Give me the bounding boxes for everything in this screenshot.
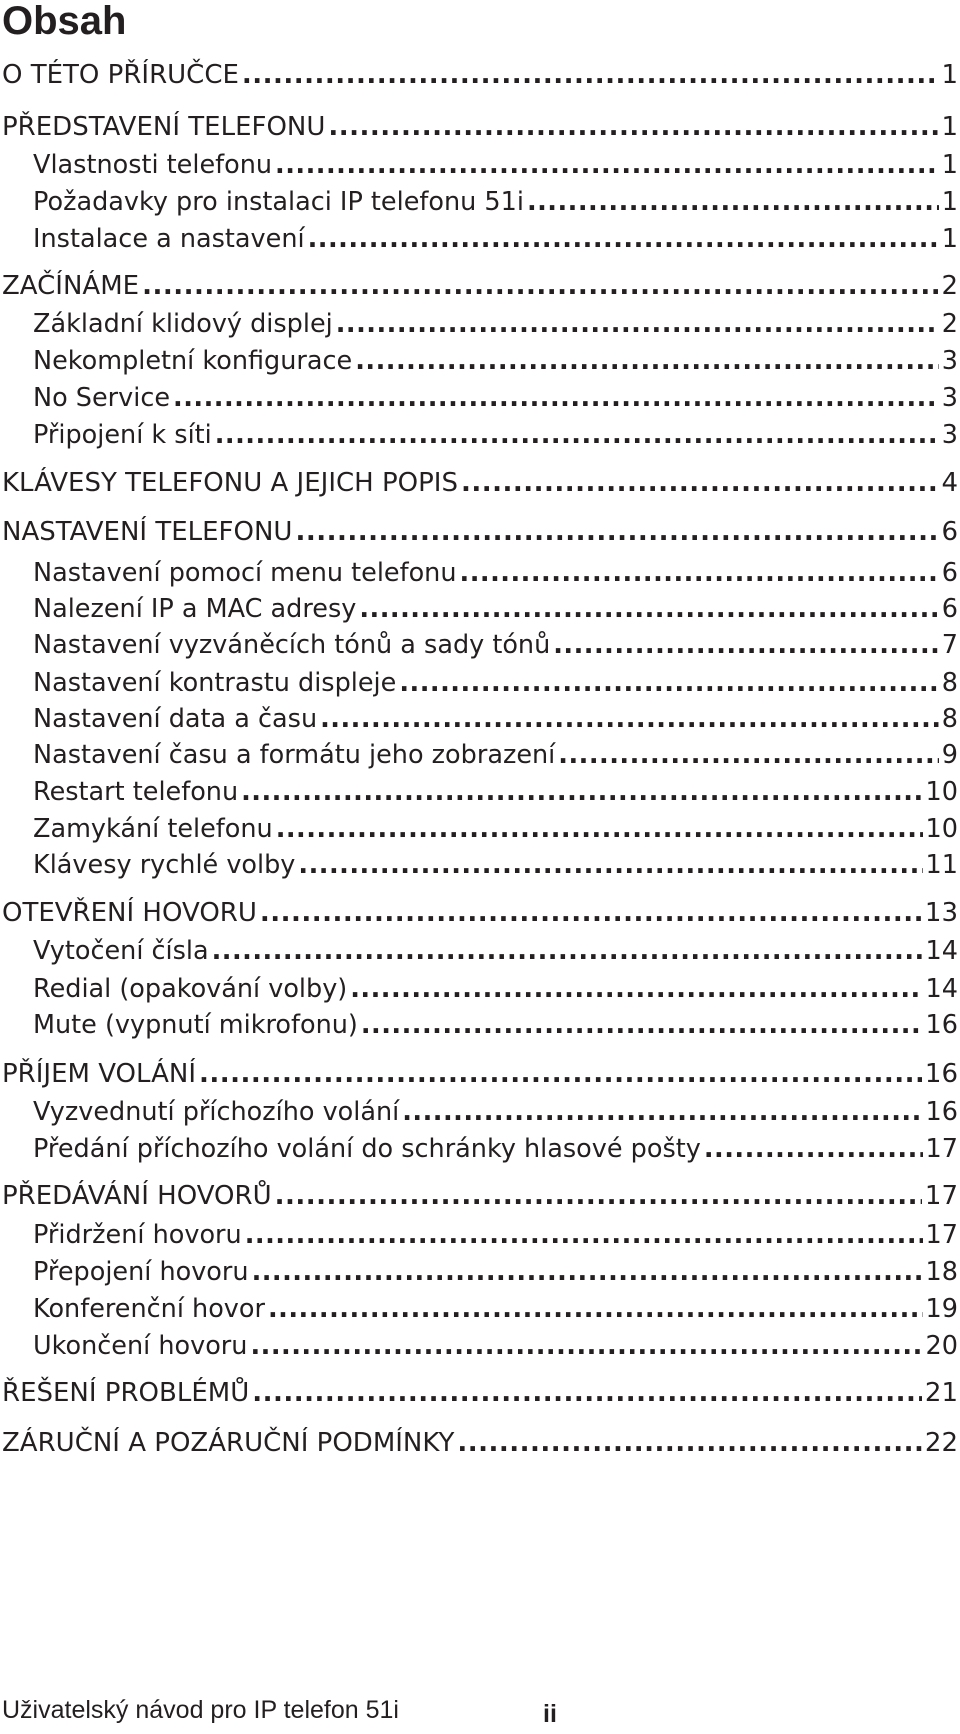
toc-dot-leader <box>260 895 922 931</box>
toc-subentry[interactable] <box>33 701 958 737</box>
toc-dot-leader <box>250 1328 922 1364</box>
toc-entry-label: Instalace a nastavení <box>33 224 305 254</box>
toc-subentry[interactable] <box>33 1007 958 1043</box>
toc-dot-leader <box>252 1254 923 1290</box>
toc-entry-label: Přidržení hovoru <box>33 1220 242 1250</box>
toc-entry-page-number: 10 <box>925 777 958 807</box>
page-title: Obsah <box>2 0 127 43</box>
toc-entry-page-number: 2 <box>941 271 958 301</box>
toc-entry-label: O TÉTO PŘÍRUČCE <box>2 60 239 90</box>
toc-entry-label: Zamykání telefonu <box>33 814 273 844</box>
toc-entry-page-number: 9 <box>941 740 958 770</box>
toc-entry-page-number: 8 <box>941 704 958 734</box>
toc-entry-label: Předání příchozího volání do schránky hlasové pošty <box>33 1134 701 1164</box>
toc-dot-leader <box>276 811 923 847</box>
toc-dot-leader <box>173 380 939 416</box>
toc-chapter-entry[interactable] <box>2 57 958 93</box>
toc-entry-page-number: 17 <box>924 1181 958 1211</box>
toc-subentry[interactable] <box>33 774 958 810</box>
toc-subentry[interactable] <box>33 737 958 773</box>
toc-entry-label: Nastavení pomocí menu telefonu <box>33 558 457 588</box>
toc-subentry[interactable] <box>33 343 958 379</box>
toc-entry-page-number: 6 <box>941 558 958 588</box>
toc-entry-page-number: 14 <box>925 936 958 966</box>
toc-subentry[interactable] <box>33 1131 958 1167</box>
toc-entry-label: Konferenční hovor <box>33 1294 265 1324</box>
toc-dot-leader <box>252 1375 922 1411</box>
toc-entry-label: Základní klidový displej <box>33 309 333 339</box>
toc-entry-label: No Service <box>33 383 171 413</box>
toc-subentry[interactable] <box>33 221 958 257</box>
page-footer <box>0 1690 960 1730</box>
toc-entry-label: Restart telefonu <box>33 777 239 807</box>
toc-chapter-entry[interactable] <box>2 1056 958 1092</box>
toc-entry-label: Nastavení času a formátu jeho zobrazení <box>33 740 556 770</box>
toc-entry-page-number: 17 <box>925 1220 958 1250</box>
toc-dot-leader <box>215 417 939 453</box>
toc-chapter-entry[interactable] <box>2 514 958 550</box>
toc-entry-page-number: 6 <box>941 594 958 624</box>
toc-entry-label: PŘEDSTAVENÍ TELEFONU <box>2 112 326 142</box>
toc-entry-label: Přepojení hovoru <box>33 1257 249 1287</box>
toc-subentry[interactable] <box>33 1094 958 1130</box>
toc-subentry[interactable] <box>33 184 958 220</box>
toc-subentry[interactable] <box>33 1328 958 1364</box>
toc-entry-label: Mute (vypnutí mikrofonu) <box>33 1010 358 1040</box>
toc-chapter-entry[interactable] <box>2 268 958 304</box>
toc-entry-page-number: 1 <box>941 150 958 180</box>
toc-dot-leader <box>527 184 939 220</box>
toc-chapter-entry[interactable] <box>2 465 958 501</box>
toc-entry-label: Nalezení IP a MAC adresy <box>33 594 357 624</box>
toc-entry-page-number: 2 <box>941 309 958 339</box>
toc-subentry[interactable] <box>33 380 958 416</box>
toc-entry-label: PŘÍJEM VOLÁNÍ <box>2 1059 196 1089</box>
toc-subentry[interactable] <box>33 627 958 663</box>
toc-dot-leader <box>402 1094 922 1130</box>
toc-entry-label: KLÁVESY TELEFONU A JEJICH POPIS <box>2 468 458 498</box>
toc-dot-leader <box>275 147 939 183</box>
toc-dot-leader <box>142 268 938 304</box>
toc-entry-label: Vyzvednutí příchozího volání <box>33 1097 400 1127</box>
toc-entry-page-number: 1 <box>941 187 958 217</box>
footer-document-title: Uživatelský návod pro IP telefon 51i <box>2 1696 399 1724</box>
toc-entry-label: Nastavení kontrastu displeje <box>33 668 397 698</box>
toc-dot-leader <box>359 591 938 627</box>
toc-entry-label: ŘEŠENÍ PROBLÉMŮ <box>2 1378 250 1408</box>
toc-dot-leader <box>704 1131 923 1167</box>
toc-entry-page-number: 18 <box>925 1257 958 1287</box>
toc-chapter-entry[interactable] <box>2 1178 958 1214</box>
toc-entry-page-number: 16 <box>925 1097 958 1127</box>
toc-subentry[interactable] <box>33 971 958 1007</box>
toc-subentry[interactable] <box>33 665 958 701</box>
toc-dot-leader <box>350 971 922 1007</box>
toc-entry-page-number: 21 <box>924 1378 958 1408</box>
toc-entry-page-number: 3 <box>941 420 958 450</box>
toc-dot-leader <box>295 514 938 550</box>
toc-entry-label: Vlastnosti telefonu <box>33 150 273 180</box>
toc-entry-page-number: 20 <box>925 1331 958 1361</box>
toc-entry-page-number: 3 <box>941 346 958 376</box>
toc-entry-page-number: 10 <box>925 814 958 844</box>
toc-entry-label: Redial (opakování volby) <box>33 974 348 1004</box>
toc-chapter-entry[interactable] <box>2 1425 958 1461</box>
toc-entry-label: Nekompletní konfigurace <box>33 346 353 376</box>
toc-subentry[interactable] <box>33 555 958 591</box>
toc-dot-leader <box>558 737 939 773</box>
toc-dot-leader <box>328 109 938 145</box>
toc-subentry[interactable] <box>33 847 958 883</box>
toc-subentry[interactable] <box>33 1217 958 1253</box>
toc-dot-leader <box>308 221 939 257</box>
toc-entry-page-number: 16 <box>925 1010 958 1040</box>
toc-dot-leader <box>275 1178 922 1214</box>
toc-dot-leader <box>361 1007 923 1043</box>
toc-subentry[interactable] <box>33 811 958 847</box>
toc-dot-leader <box>268 1291 923 1327</box>
toc-entry-page-number: 4 <box>941 468 958 498</box>
toc-entry-page-number: 3 <box>941 383 958 413</box>
toc-entry-label: NASTAVENÍ TELEFONU <box>2 517 293 547</box>
toc-entry-page-number: 1 <box>941 224 958 254</box>
toc-dot-leader <box>355 343 939 379</box>
toc-dot-leader <box>241 774 922 810</box>
toc-dot-leader <box>336 306 939 342</box>
toc-entry-page-number: 1 <box>941 60 958 90</box>
toc-entry-label: Vytočení čísla <box>33 936 209 966</box>
toc-subentry[interactable] <box>33 1291 958 1327</box>
toc-dot-leader <box>320 701 939 737</box>
toc-entry-label: Klávesy rychlé volby <box>33 850 296 880</box>
toc-entry-page-number: 16 <box>924 1059 958 1089</box>
toc-chapter-entry[interactable] <box>2 1375 958 1411</box>
toc-dot-leader <box>457 1425 922 1461</box>
toc-dot-leader <box>212 933 923 969</box>
toc-entry-page-number: 1 <box>941 112 958 142</box>
toc-dot-leader <box>245 1217 923 1253</box>
toc-entry-label: OTEVŘENÍ HOVORU <box>2 898 257 928</box>
toc-dot-leader <box>298 847 922 883</box>
toc-subentry[interactable] <box>33 306 958 342</box>
toc-subentry[interactable] <box>33 1254 958 1290</box>
toc-entry-label: Nastavení data a času <box>33 704 318 734</box>
toc-entry-page-number: 22 <box>924 1428 958 1458</box>
toc-chapter-entry[interactable] <box>2 109 958 145</box>
toc-dot-leader <box>553 627 939 663</box>
toc-subentry[interactable] <box>33 933 958 969</box>
toc-entry-page-number: 7 <box>941 630 958 660</box>
toc-entry-label: ZÁRUČNÍ A POZÁRUČNÍ PODMÍNKY <box>2 1428 455 1458</box>
toc-subentry[interactable] <box>33 591 958 627</box>
toc-dot-leader <box>461 465 939 501</box>
toc-entry-label: Nastavení vyzváněcích tónů a sady tónů <box>33 630 551 660</box>
toc-subentry[interactable] <box>33 147 958 183</box>
toc-dot-leader <box>460 555 939 591</box>
toc-dot-leader <box>399 665 938 701</box>
toc-entry-label: Ukončení hovoru <box>33 1331 248 1361</box>
toc-entry-page-number: 11 <box>925 850 958 880</box>
toc-dot-leader <box>199 1056 922 1092</box>
toc-entry-label: ZAČÍNÁME <box>2 271 140 301</box>
toc-entry-page-number: 6 <box>941 517 958 547</box>
toc-dot-leader <box>242 57 939 93</box>
toc-entry-label: PŘEDÁVÁNÍ HOVORŮ <box>2 1181 272 1211</box>
toc-entry-page-number: 8 <box>941 668 958 698</box>
toc-entry-page-number: 19 <box>925 1294 958 1324</box>
toc-entry-label: Připojení k síti <box>33 420 212 450</box>
toc-entry-page-number: 14 <box>925 974 958 1004</box>
toc-entry-page-number: 13 <box>924 898 958 928</box>
toc-chapter-entry[interactable] <box>2 895 958 931</box>
footer-page-number: ii <box>543 1700 557 1728</box>
toc-subentry[interactable] <box>33 417 958 453</box>
toc-entry-page-number: 17 <box>925 1134 958 1164</box>
toc-entry-label: Požadavky pro instalaci IP telefonu 51i <box>33 187 524 217</box>
